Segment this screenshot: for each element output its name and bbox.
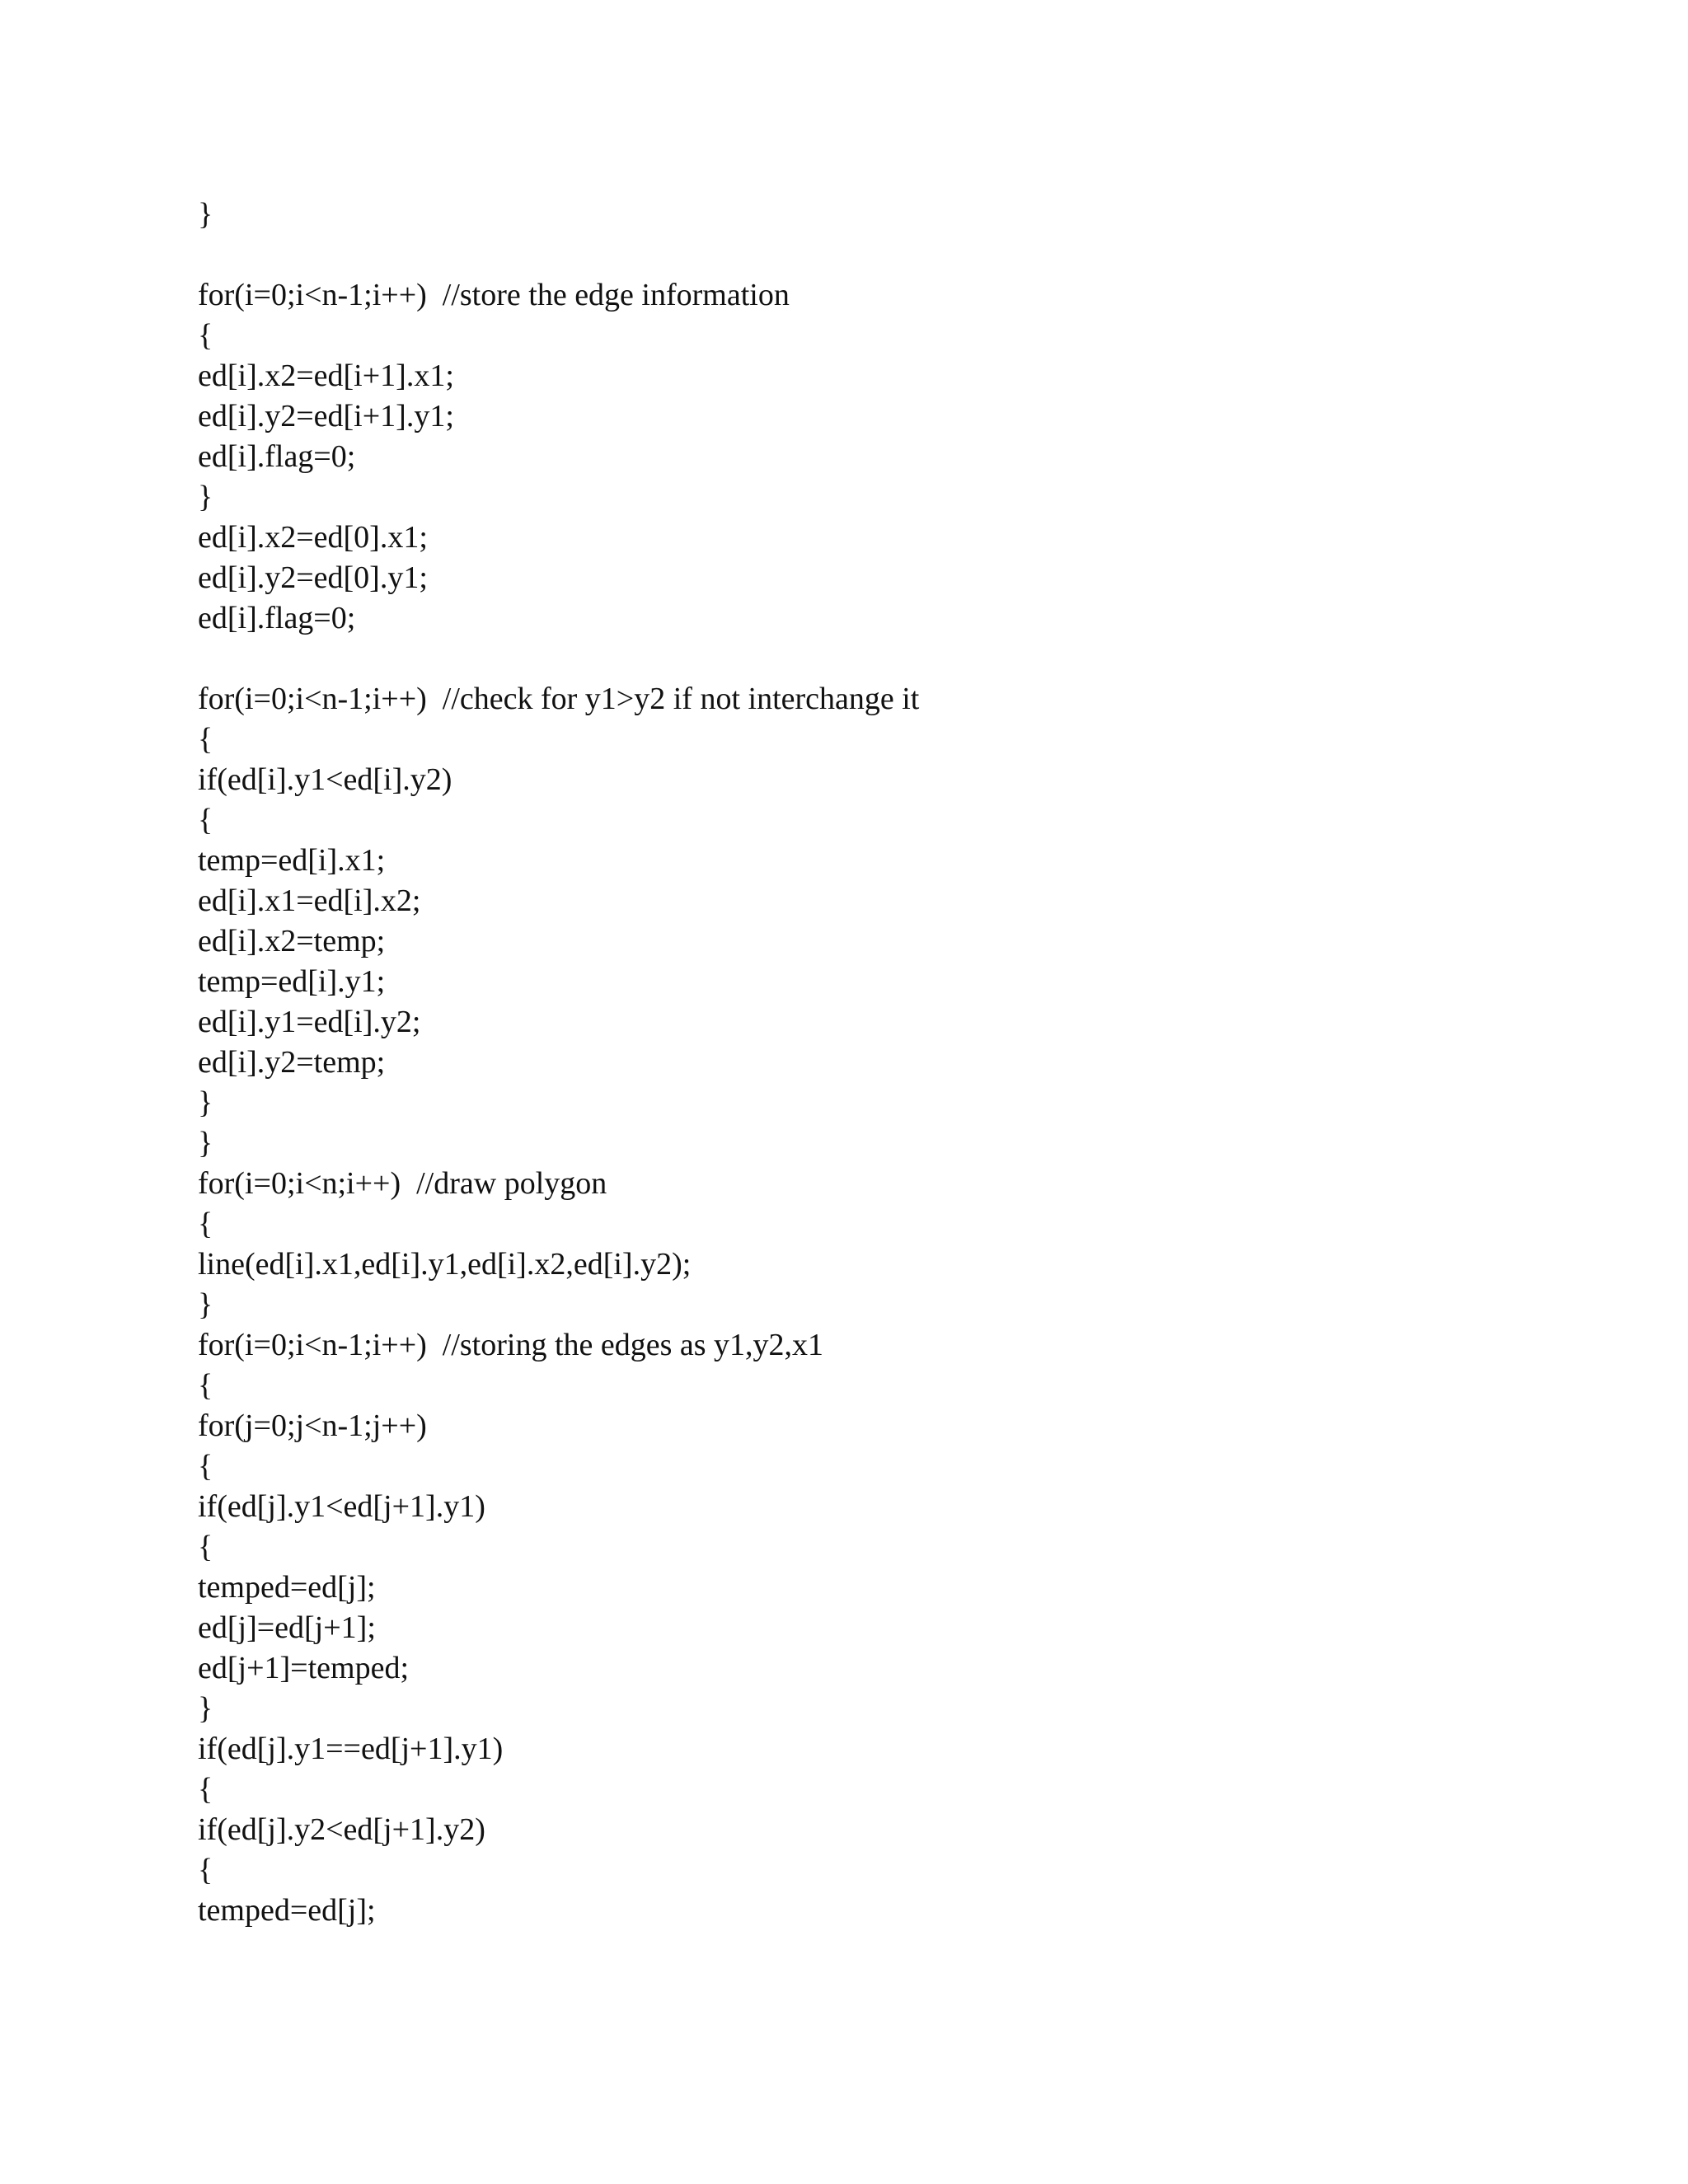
code-line: { [198,1853,213,1887]
code-line: if(ed[i].y1<ed[i].y2) [198,762,452,797]
code-line: temped=ed[j]; [198,1570,376,1605]
code-line: ed[i].x1=ed[i].x2; [198,883,421,918]
code-line: temped=ed[j]; [198,1893,376,1928]
code-line: for(i=0;i<n-1;i++) //store the edge information [198,278,790,312]
code-line: for(i=0;i<n;i++) //draw polygon [198,1166,607,1201]
code-line: ed[i].flag=0; [198,601,356,635]
blank-line [198,639,1599,679]
code-line: } [198,480,213,514]
code-line: for(i=0;i<n-1;i++) //check for y1>y2 if not interchange it [198,682,920,716]
code-line: ed[i].x2=temp; [198,924,386,958]
code-line: temp=ed[i].y1; [198,964,386,999]
code-line: { [198,1530,213,1564]
code-line: ed[i].y2=temp; [198,1045,386,1080]
code-line: line(ed[i].x1,ed[i].y1,ed[i].x2,ed[i].y2); [198,1247,692,1282]
code-line: ed[i].y2=ed[i+1].y1; [198,399,454,434]
code-line: for(j=0;j<n-1;j++) [198,1408,427,1443]
code-line: ed[i].flag=0; [198,439,356,474]
code-line: { [198,803,213,837]
code-line: } [198,1085,213,1120]
code-line: { [198,1207,213,1241]
code-line: } [198,1126,213,1160]
code-line: if(ed[j].y2<ed[j+1].y2) [198,1812,485,1847]
code-line: ed[i].x2=ed[0].x1; [198,520,428,555]
code-line: ed[j]=ed[j+1]; [198,1610,376,1645]
code-line: ed[i].x2=ed[i+1].x1; [198,359,454,393]
code-line: { [198,1449,213,1483]
code-line: { [198,722,213,757]
code-line: temp=ed[i].x1; [198,843,386,878]
code-line: for(i=0;i<n-1;i++) //storing the edges as y1,y2,x1 [198,1328,824,1362]
code-line: { [198,1368,213,1403]
code-line: ed[i].y2=ed[0].y1; [198,560,428,595]
code-line: } [198,1691,213,1726]
code-listing [198,194,1599,1931]
code-line: if(ed[j].y1==ed[j+1].y1) [198,1732,504,1766]
code-line: } [198,197,213,232]
code-line: if(ed[j].y1<ed[j+1].y1) [198,1489,485,1524]
code-line: ed[i].y1=ed[i].y2; [198,1005,421,1039]
code-line: { [198,1772,213,1807]
code-line: { [198,318,213,353]
code-line: ed[j+1]=temped; [198,1651,409,1685]
blank-line [198,235,1599,275]
code-line: } [198,1287,213,1322]
